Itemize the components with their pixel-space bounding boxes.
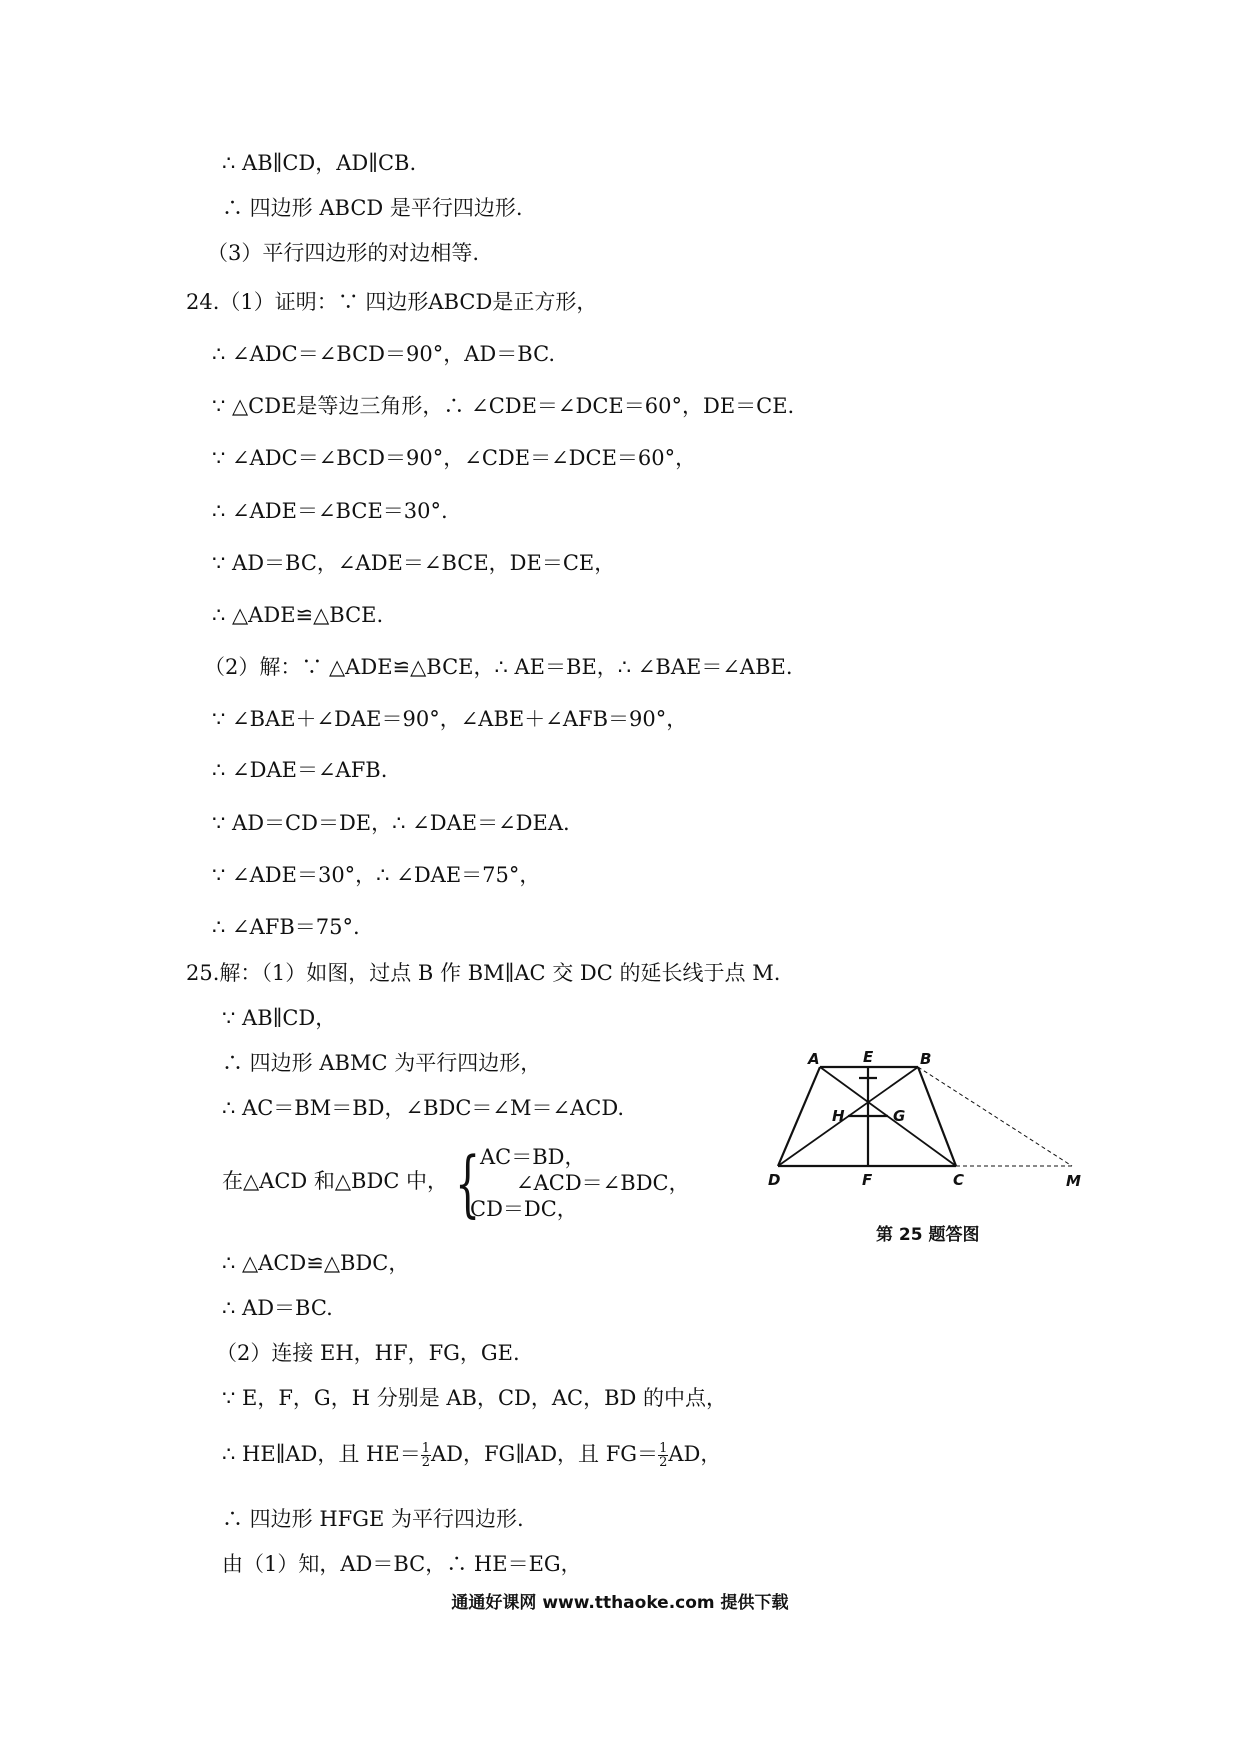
fraction-line-part: ∴ HE∥AD，且 HE＝ (222, 1442, 421, 1466)
text-line: ∴ 四边形 ABCD 是平行四边形. (222, 196, 523, 220)
label-g: G (893, 1107, 906, 1125)
text-line: ∵ △CDE是等边三角形，∴ ∠CDE＝∠DCE＝60°，DE＝CE. (212, 394, 795, 418)
problem-25-heading: 25.解：（1）如图，过点 B 作 BM∥AC 交 DC 的延长线于点 M. (186, 961, 781, 985)
text-line: ∴ AC＝BM＝BD，∠BDC＝∠M＝∠ACD. (222, 1096, 625, 1120)
fraction-numerator: 1 (421, 1441, 430, 1456)
fraction-line (222, 1441, 721, 1469)
text-line: ∴ ∠DAE＝∠AFB. (212, 758, 388, 782)
system-intro: 在△ACD 和△BDC 中， (222, 1169, 449, 1193)
fraction-line-part: AD，FG∥AD，且 FG＝ (430, 1442, 659, 1466)
text-line: ∵ AB∥CD， (222, 1006, 337, 1030)
label-e: E (863, 1048, 874, 1066)
brace-symbol: { (455, 1141, 481, 1225)
label-f: F (862, 1171, 873, 1189)
text-line: ∴ △ADE≌△BCE. (212, 603, 384, 627)
text-line: ∴ ∠ADC＝∠BCD＝90°，AD＝BC. (212, 342, 556, 366)
text-line: ∵ E，F，G，H 分别是 AB，CD，AC，BD 的中点， (222, 1386, 728, 1410)
label-m: M (1066, 1172, 1081, 1190)
segment-bm-dashed (918, 1067, 1072, 1166)
problem-24-heading: 24.（1）证明：∵ 四边形ABCD是正方形， (186, 290, 598, 314)
label-h: H (832, 1107, 845, 1125)
text-line: ∵ ∠ADE＝30°，∴ ∠DAE＝75°， (212, 863, 541, 887)
text-line: ∵ ∠ADC＝∠BCD＝90°，∠CDE＝∠DCE＝60°， (212, 446, 697, 470)
text-line: ∵ AD＝BC，∠ADE＝∠BCE，DE＝CE， (212, 551, 616, 575)
text-line: ∴ ∠ADE＝∠BCE＝30°. (212, 499, 448, 523)
label-d: D (768, 1171, 781, 1189)
fraction-denominator: 2 (659, 1455, 668, 1470)
page-footer: 通通好课网 www.tthaoke.com 提供下载 (451, 1593, 789, 1613)
figure-caption: 第 25 题答图 (876, 1225, 980, 1245)
label-c: C (953, 1171, 965, 1189)
fraction-half (658, 1442, 668, 1469)
fraction-line-part: AD， (668, 1442, 722, 1466)
system-row: CD＝DC， (470, 1197, 578, 1221)
text-line: ∴ 四边形 HFGE 为平行四边形. (222, 1507, 524, 1531)
fraction-denominator: 2 (421, 1455, 430, 1470)
fraction-half (421, 1442, 431, 1469)
label-a: A (808, 1050, 820, 1068)
system-row: AC＝BD， (480, 1145, 586, 1169)
text-line: ∴ 四边形 ABMC 为平行四边形， (222, 1051, 542, 1075)
text-line: ∴ AB∥CD，AD∥CB. (222, 151, 417, 175)
text-line: 由（1）知，AD＝BC，∴ HE＝EG， (222, 1552, 582, 1576)
text-line: （3）平行四边形的对边相等. (207, 241, 480, 265)
text-line: ∴ AD＝BC. (222, 1296, 333, 1320)
text-line: ∵ ∠BAE＋∠DAE＝90°，∠ABE＋∠AFB＝90°， (212, 707, 688, 731)
system-row: ∠ACD＝∠BDC， (516, 1171, 690, 1195)
text-line: ∴ △ACD≌△BDC， (222, 1251, 410, 1275)
label-b: B (920, 1050, 932, 1068)
trapezoid-figure (760, 1040, 1090, 1220)
fraction-numerator: 1 (659, 1441, 668, 1456)
text-line: ∴ ∠AFB＝75°. (212, 915, 360, 939)
text-line: ∵ AD＝CD＝DE，∴ ∠DAE＝∠DEA. (212, 811, 570, 835)
text-line: （2）连接 EH，HF，FG，GE. (216, 1341, 520, 1365)
text-line: （2）解：∵ △ADE≌△BCE，∴ AE＝BE，∴ ∠BAE＝∠ABE. (204, 655, 793, 679)
